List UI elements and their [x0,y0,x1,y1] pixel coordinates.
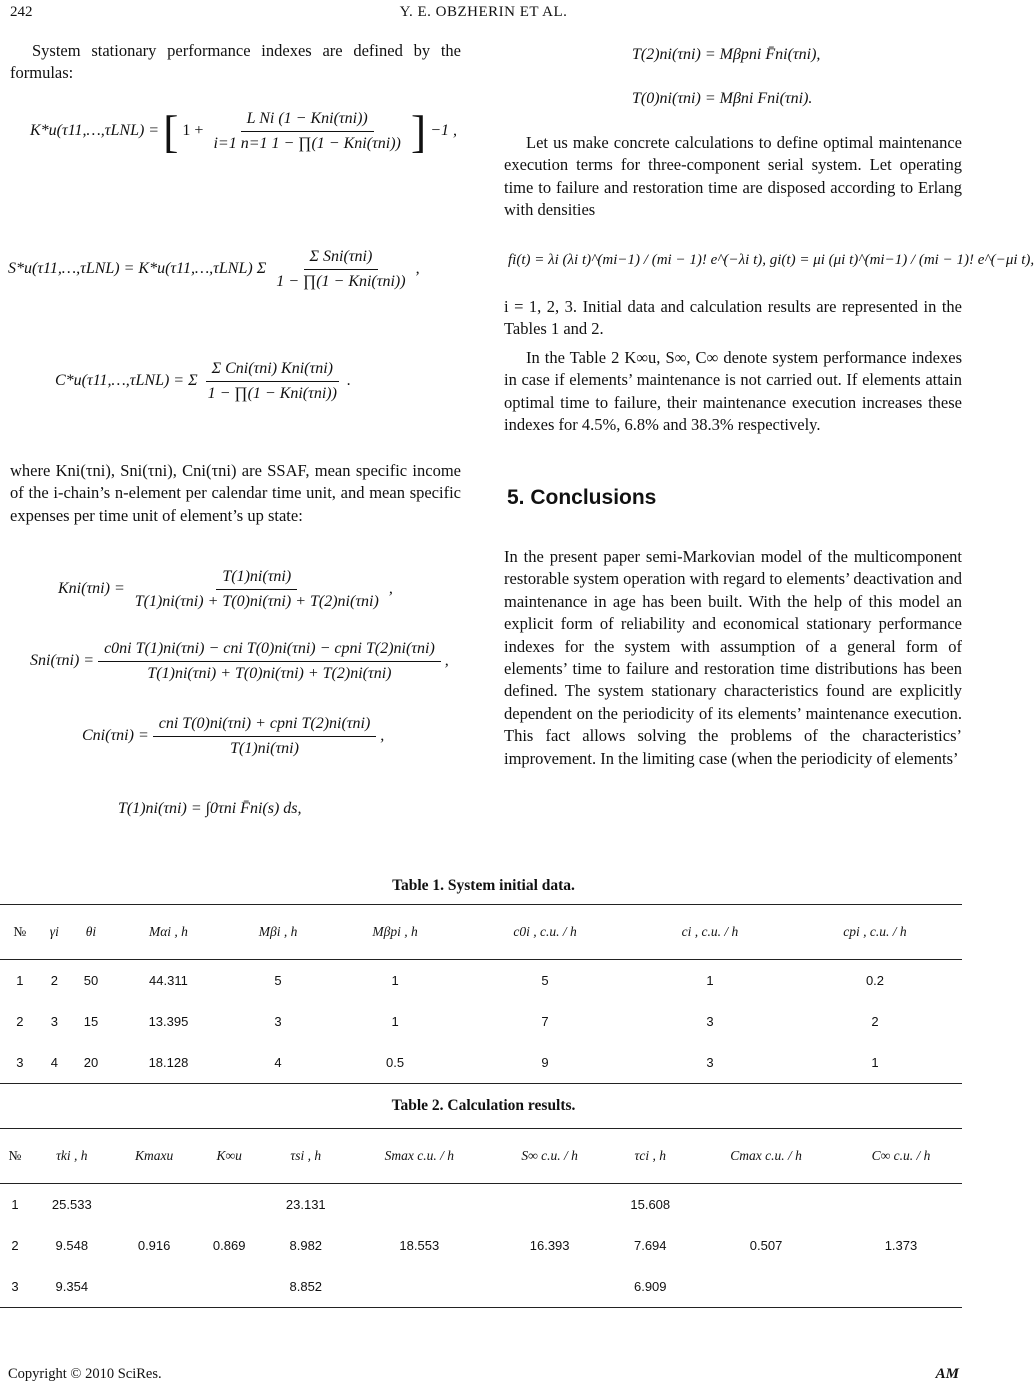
table1-col-theta: θi [69,905,113,960]
equation-t0: T(0)ni(τni) = Mβni Fni(τni). [632,90,813,107]
eq6-numerator: cni T(0)ni(τni) + cpni T(2)ni(τni) [153,715,377,737]
eq2-lhs: S*u(τ11,…,τLNL) = K*u(τ11,…,τLNL) Σ [8,260,267,278]
table-cell [840,1266,962,1308]
table-cell [195,1266,264,1308]
page-number: 242 [10,4,33,20]
eq5-denominator: T(1)ni(τni) + T(0)ni(τni) + T(2)ni(τni) [147,665,392,682]
table2-col-s-max: Smax c.u. / h [348,1129,491,1184]
equation-erlang-densities: fi(t) = λi (λi t)^(mi−1) / (mi − 1)! e^(−λi t), gi(t) = μi (μi t)^(mi−1) / (mi − 1)! e^(−μi t), [508,252,1034,268]
table-cell: 1 [11,1197,19,1212]
table2-col-k-inf: K∞u [195,1129,264,1184]
eq3-numerator: Σ Cni(τni) Kni(τni) [206,360,339,382]
table-cell: 1 [391,1014,399,1029]
table1-col-c0: c0i , c.u. / h [458,905,632,960]
table1-caption: Table 1. System initial data. [392,877,575,894]
eq1-numerator: L Ni (1 − Kni(τni)) [241,110,374,132]
eq1-denominator: i=1 n=1 1 − ∏(1 − Kni(τni)) [213,135,401,152]
eq5-tail: , [444,652,449,670]
table1-initial-data [0,904,962,1084]
table-row [0,1184,962,1226]
table2-col-tau-c: τci , h [608,1129,692,1184]
table-cell: 2 [11,1238,19,1253]
equation-availability: K*u(τ11,…,τLNL) = [ 1 + $\frac{\text{L Ni (1 − Kni(τni))}}{\text{i=1 n=1 1 − ∏(1 − Kni(τni))}}$ ] −1 , [30,106,457,157]
table-cell: 7.694 [633,1238,667,1253]
equation-s-ni [30,640,449,683]
table-cell: 44.311 [149,973,188,988]
table-cell: 23.131 [285,1197,326,1212]
table-row [0,1266,962,1308]
intro-paragraph: System stationary performance indexes are defined by the formulas: [10,41,461,83]
table-row [0,960,962,1002]
table2-col-c-max: Cmax c.u. / h [692,1129,840,1184]
eq4-denominator: T(1)ni(τni) + T(0)ni(τni) + T(2)ni(τni) [134,593,379,610]
table1-col-c: ci , c.u. / h [632,905,788,960]
table-cell: 18.128 [113,1042,224,1084]
equation-income [8,248,420,291]
eq2-denominator: 1 − ∏(1 − Kni(τni)) [276,273,406,290]
table-cell: 1.373 [884,1238,918,1253]
table-cell: 0.5 [332,1042,458,1084]
table-cell: 4 [40,1042,69,1084]
eq2-numerator: Σ Sni(τni) [304,248,379,270]
table-cell: 25.533 [51,1197,92,1212]
table-cell: 3 [0,1266,30,1308]
table-cell [692,1184,840,1226]
table2-calculation-results [0,1128,962,1308]
footer-copyright: Copyright © 2010 SciRes. [8,1366,162,1382]
eq5-lhs: Sni(τni) = [30,652,95,670]
eq6-tail: , [380,727,385,745]
table-cell: 8.982 [289,1238,323,1253]
table-cell: 20 [69,1042,113,1084]
table-cell: 5 [541,973,549,988]
table1-col-m-beta-p: Mβpi , h [332,905,458,960]
table-cell: 1 [706,973,714,988]
table-cell [348,1184,491,1226]
table-cell: 3 [50,1014,58,1029]
table1-col-m-beta: Mβi , h [224,905,332,960]
conclusions-paragraph: In the present paper semi-Markovian model of the multicomponent restorable system operation with regard to elements’ deactivation and maintenance in age has been built. With the help of this model an explicit form of reliability and economical stationary performance indexes for the system with assumption of a general form of elements’ time to failure and restoration time distributions has been defined. The system stationary characteristics found are explicitly dependent on the periodicity of its elements’ maintenance execution. This fact allows solving the problems of the characteristics’ improvement. In the limiting case (when the periodicity of elements’ [504,547,962,768]
table-cell [491,1184,608,1226]
table-cell [840,1184,962,1226]
table-cell: 2 [16,1014,24,1029]
table-cell [114,1266,195,1308]
eq3-denominator: 1 − ∏(1 − Kni(τni)) [207,385,337,402]
eq5-numerator: c0ni T(1)ni(τni) − cni T(0)ni(τni) − cpni T(2)ni(τni) [98,640,441,662]
table-cell [348,1266,491,1308]
table-cell: 15.608 [630,1197,671,1212]
running-header-authors: Y. E. OBZHERIN ET AL. [399,4,568,20]
table-cell [114,1184,195,1226]
table-cell [692,1266,840,1308]
conclusions-block [504,546,962,770]
table-cell: 5 [274,973,282,988]
table-cell: 50 [83,973,99,988]
equation-t1-integral: T(1)ni(τni) = ∫0τni F̄ni(s) ds, [118,800,302,817]
where-paragraph: where Kni(τni), Sni(τni), Cni(τni) are SSAF, mean specific income of the i-chain’s n-element per calendar time unit, and mean specific expenses per time unit of element’s up state: [10,461,461,525]
table1-col-number: № [0,905,40,960]
table-cell: 0.916 [137,1238,171,1253]
where-block [10,460,461,527]
left-intro [10,40,461,85]
table-cell: 3 [706,1014,714,1029]
right-text-1 [504,132,962,222]
table-cell: 9 [458,1042,632,1084]
section-title-conclusions: 5. Conclusions [507,486,657,509]
table-cell: 15 [83,1014,99,1029]
table2-col-s-inf: S∞ c.u. / h [491,1129,608,1184]
table2-col-k-max: Kmaxu [114,1129,195,1184]
equation-expenses [55,360,351,403]
table1-col-cp: cpi , c.u. / h [788,905,962,960]
table1-col-gamma: γi [40,905,69,960]
eq1-lhs: K*u(τ11,…,τLNL) = [30,122,160,140]
table-cell: 0.2 [865,973,885,988]
footer-journal: AM [935,1366,959,1382]
table-cell: 9.548 [55,1238,89,1253]
table-cell: 2 [50,973,58,988]
equation-t2: T(2)ni(τni) = Mβpni F̄ni(τni), [632,46,821,63]
table-cell: 4 [224,1042,332,1084]
table2-col-tau-k: τki , h [30,1129,114,1184]
table-cell: 1 [788,1042,962,1084]
table-cell: 3 [632,1042,788,1084]
table1-header-row [0,905,962,960]
table-cell: 6.909 [608,1266,692,1308]
table-cell: 1 [391,973,399,988]
table2-caption: Table 2. Calculation results. [391,1097,576,1114]
table-cell: 18.553 [399,1238,440,1253]
eq6-denominator: T(1)ni(τni) [230,740,299,757]
table-cell: 9.354 [30,1266,114,1308]
table-cell: 2 [871,1014,879,1029]
eq4-tail: , [388,580,393,598]
table-cell: 3 [274,1014,282,1029]
table-row [0,1225,962,1266]
table2-col-c-inf: C∞ c.u. / h [840,1129,962,1184]
equation-k-ni [58,568,393,611]
equation-c-ni [82,715,384,758]
eq1-tail: −1 , [430,122,457,140]
table-cell: 13.395 [148,1014,189,1029]
table-row [0,1001,962,1042]
eq4-lhs: Kni(τni) = [58,580,125,598]
table-cell: 7 [541,1014,549,1029]
eq2-tail: , [415,260,420,278]
table-cell: 3 [0,1042,40,1084]
table-cell: 1 [16,973,24,988]
table2-explanation-paragraph: In the Table 2 K∞u, S∞, C∞ denote system performance indexes in case if elements’ maintenance is not carried out. If elements attain optimal time to failure, their maintenance execution increases these indexes for 4.5%, 6.8% and 38.3% respectively. [504,347,962,435]
table2-header-row [0,1129,962,1184]
eq4-numerator: T(1)ni(τni) [216,568,297,590]
table-cell: 16.393 [529,1238,570,1253]
table-row [0,1042,962,1084]
right-text-2 [504,296,962,436]
eq6-lhs: Cni(τni) = [82,727,149,745]
data-note-paragraph: i = 1, 2, 3. Initial data and calculation results are represented in the Tables 1 and 2. [504,297,962,339]
table1-col-m-alpha: Mαi , h [113,905,224,960]
table-cell: 0.507 [749,1238,783,1253]
table2-col-number: № [0,1129,30,1184]
table-cell: 8.852 [264,1266,348,1308]
eq3-lhs: C*u(τ11,…,τLNL) = Σ [55,372,198,390]
table2-col-tau-s: τsi , h [264,1129,348,1184]
table-cell [195,1184,264,1226]
eq3-tail: . [346,372,351,390]
calc-paragraph: Let us make concrete calculations to define optimal maintenance execution terms for three-component serial system. Let operating time to failure and restoration time are disposed according to Erlang with densities [504,133,962,220]
table-cell: 0.869 [212,1238,246,1253]
table-cell [491,1266,608,1308]
